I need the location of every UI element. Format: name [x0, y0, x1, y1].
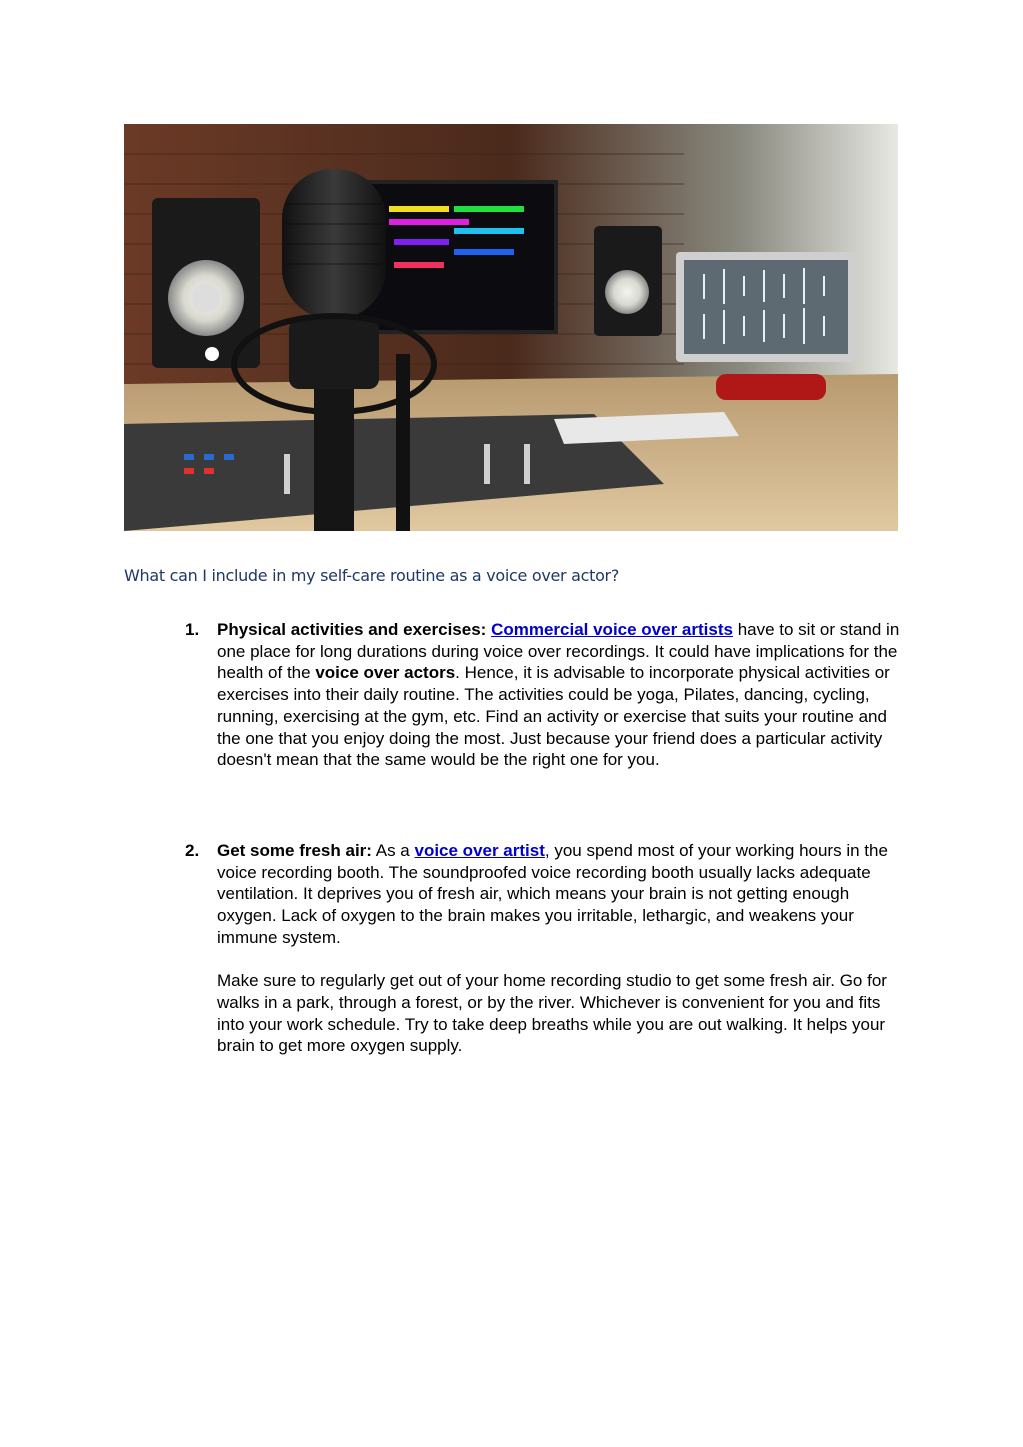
studio-microphone-photo — [124, 124, 898, 531]
item-text: . Hence, it is advisable to incorporate physical activities or exercises into their daily routine. The activities could be yoga, Pilates, dancing, cycling, running, exercising at the gym, etc. Find an activity or exercise that suits your routine and the one that you enjoy doing the most. Just because your friend does a particular activity doesn't mean that the same would be the right one for you. — [217, 663, 890, 770]
item-text: have to sit or stand in one place for long durations during voice over recordings. It could have implications for the health of the — [217, 620, 900, 683]
item-bold-text: voice over actors — [315, 663, 456, 683]
voice-over-artist-link[interactable]: voice over artist — [414, 841, 545, 860]
list-item — [185, 840, 907, 1057]
item-paragraph — [217, 619, 907, 771]
item-paragraph-2: Make sure to regularly get out of your home recording studio to get some fresh air. Go for walks in a park, through a forest, or by the river. Whichever is convenient for you and fits into your work schedule. Try to take deep breaths while you are out walking. It helps your brain to get more oxygen supply. — [217, 971, 887, 1056]
item-title: Physical activities and exercises: — [217, 620, 487, 639]
item-text: , you spend most of your working hours in the voice recording booth. The soundproofed voice recording booth usually lacks adequate ventilation. It deprives you of fresh air, which means your brain is not getting enough oxygen. Lack of oxygen to the brain makes you irritable, lethargic, and weakens your immune system. — [217, 841, 888, 947]
item-paragraph — [217, 840, 907, 949]
list-number: 1. — [185, 620, 200, 639]
studio-microphone-icon — [124, 124, 898, 531]
item-text: As a — [371, 841, 415, 860]
list-number: 2. — [185, 841, 200, 860]
section-heading: What can I include in my self-care routine as a voice over actor? — [124, 566, 620, 585]
list-item — [185, 619, 907, 771]
item-title: Get some fresh air: — [217, 841, 372, 860]
commercial-voice-over-artists-link[interactable]: Commercial voice over artists — [491, 620, 733, 639]
